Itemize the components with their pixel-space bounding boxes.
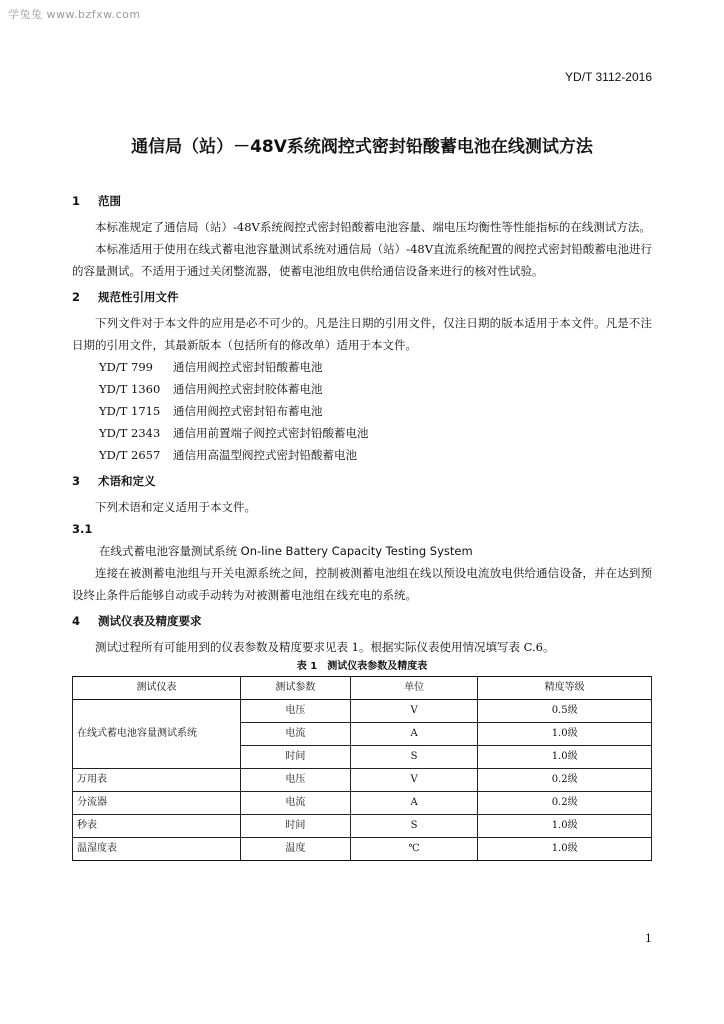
reference-item <box>72 356 652 378</box>
reference-item <box>72 400 652 422</box>
reference-code: YD/T 1360 <box>99 382 161 396</box>
instrument-cell: 分流器 <box>73 792 241 815</box>
table-title: 表 1 测试仪表参数及精度表 <box>296 661 428 672</box>
reference-item <box>72 422 652 444</box>
reference-code: YD/T 1715 <box>99 404 161 418</box>
accuracy-cell: 0.5级 <box>478 700 652 723</box>
section-number: 2 <box>72 290 81 304</box>
section-4-heading <box>72 610 652 632</box>
header-cell: 精度等级 <box>478 677 652 700</box>
reference-item <box>72 444 652 466</box>
instrument-cell: 万用表 <box>73 769 241 792</box>
header-cell: 测试参数 <box>240 677 350 700</box>
reference-name: 通信用阀控式密封胶体蓄电池 <box>173 382 323 396</box>
unit-cell: V <box>350 769 477 792</box>
param-cell: 时间 <box>240 815 350 838</box>
section-2-heading <box>72 286 652 308</box>
paragraph: 下列文件对于本文件的应用是必不可少的。凡是注日期的引用文件，仅注日期的版本适用于本文件。凡是不注日期的引用文件，其最新版本（包括所有的修改单）适用于本文件。 <box>72 316 652 352</box>
document-code: YD/T 3112-2016 <box>565 70 652 84</box>
document-title: 通信局（站）－48V系统阀控式密封铅酸蓄电池在线测试方法 <box>131 137 593 157</box>
section-title: 范围 <box>98 194 121 208</box>
reference-item <box>72 378 652 400</box>
section-3-heading <box>72 470 652 492</box>
unit-cell: A <box>350 792 477 815</box>
accuracy-cell: 0.2级 <box>478 792 652 815</box>
header-cell: 单位 <box>350 677 477 700</box>
table-row <box>73 769 652 792</box>
watermark: 学兔兔 www.bzfxw.com <box>8 8 141 21</box>
paragraph: 本标准规定了通信局（站）-48V系统阀控式密封铅酸蓄电池容量、端电压均衡性等性能指标的在线测试方法。 <box>95 220 651 234</box>
instrument-cell: 在线式蓄电池容量测试系统 <box>73 700 241 769</box>
reference-name: 通信用高温型阀控式密封铅酸蓄电池 <box>173 448 357 462</box>
reference-code: YD/T 2657 <box>99 448 161 462</box>
accuracy-cell: 1.0级 <box>478 815 652 838</box>
reference-code: YD/T 2343 <box>99 426 161 440</box>
paragraph: 下列术语和定义适用于本文件。 <box>95 500 256 514</box>
table-row <box>73 815 652 838</box>
paragraph: 测试过程所有可能用到的仪表参数及精度要求见表 1。根据实际仪表使用情况填写表 C.6。 <box>95 640 555 654</box>
section-title: 测试仪表及精度要求 <box>98 614 202 628</box>
param-cell: 电压 <box>240 700 350 723</box>
param-cell: 电流 <box>240 792 350 815</box>
unit-cell: V <box>350 700 477 723</box>
section-number: 4 <box>72 614 81 628</box>
section-title: 术语和定义 <box>98 474 156 488</box>
accuracy-cell: 0.2级 <box>478 769 652 792</box>
reference-name: 通信用阀控式密封铅布蓄电池 <box>173 404 323 418</box>
clause-number: 3.1 <box>72 522 93 536</box>
section-1-heading <box>72 190 652 212</box>
unit-cell: A <box>350 723 477 746</box>
param-cell: 温度 <box>240 838 350 861</box>
table-row <box>73 700 652 723</box>
document-body <box>72 190 652 861</box>
section-number: 3 <box>72 474 81 488</box>
term-name: 在线式蓄电池容量测试系统 On-line Battery Capacity Testing System <box>99 544 473 558</box>
param-cell: 电压 <box>240 769 350 792</box>
table-row <box>73 792 652 815</box>
accuracy-cell: 1.0级 <box>478 746 652 769</box>
page-number: 1 <box>645 932 652 945</box>
unit-cell: S <box>350 815 477 838</box>
unit-cell: ℃ <box>350 838 477 861</box>
table-row <box>73 838 652 861</box>
instrument-table <box>72 676 652 861</box>
accuracy-cell: 1.0级 <box>478 723 652 746</box>
accuracy-cell: 1.0级 <box>478 838 652 861</box>
reference-code: YD/T 799 <box>99 360 153 374</box>
table-header-row <box>73 677 652 700</box>
param-cell: 电流 <box>240 723 350 746</box>
instrument-cell: 秒表 <box>73 815 241 838</box>
term-definition: 连接在被测蓄电池组与开关电源系统之间，控制被测蓄电池组在线以预设电流放电供给通信设备，并在达到预设终止条件后能够自动或手动转为对被测蓄电池组在线充电的系统。 <box>72 566 652 602</box>
paragraph: 本标准适用于使用在线式蓄电池容量测试系统对通信局（站）-48V直流系统配置的阀控式密封铅酸蓄电池进行的容量测试。不适用于通过关闭整流器，使蓄电池组放电供给通信设备来进行的核对性试验。 <box>72 242 652 278</box>
param-cell: 时间 <box>240 746 350 769</box>
unit-cell: S <box>350 746 477 769</box>
section-title: 规范性引用文件 <box>98 290 179 304</box>
header-cell: 测试仪表 <box>73 677 241 700</box>
reference-name: 通信用阀控式密封铅酸蓄电池 <box>173 360 323 374</box>
instrument-cell: 温湿度表 <box>73 838 241 861</box>
section-number: 1 <box>72 194 81 208</box>
reference-name: 通信用前置端子阀控式密封铅酸蓄电池 <box>173 426 369 440</box>
